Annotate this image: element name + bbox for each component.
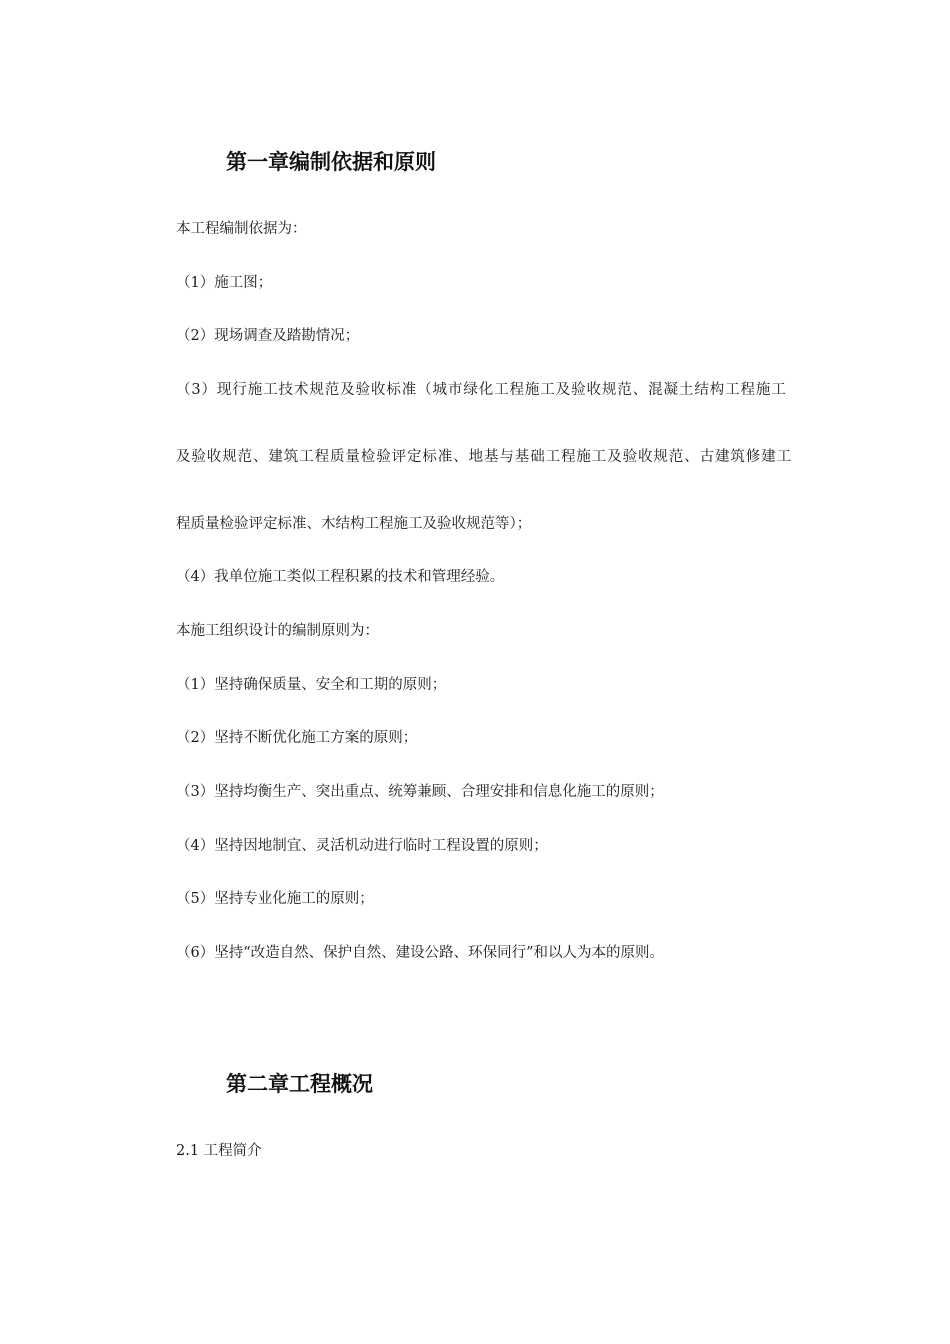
principle-item-5: （5）坚持专业化施工的原则； [176,891,374,907]
principle-item-4: （4）坚持因地制宜、灵活机动进行临时工程设置的原则； [176,838,548,854]
chapter-2-title: 第二章工程概况 [226,1072,373,1096]
basis-item-2: （2）现场调查及踏勘情况； [176,328,360,344]
basis-item-3-line-3: 程质量检验评定标准、木结构工程施工及验收规范等）； [176,516,532,532]
chapter-1-title: 第一章编制依据和原则 [226,150,436,174]
basis-item-3-line-2: 及验收规范、建筑工程质量检验评定标准、地基与基础工程施工及验收规范、古建筑修建工 [176,449,792,465]
principle-item-1: （1）坚持确保质量、安全和工期的原则； [176,677,447,693]
principle-item-2: （2）坚持不断优化施工方案的原则； [176,730,418,746]
principles-intro: 本施工组织设计的编制原则为： [176,623,379,639]
basis-intro: 本工程编制依据为： [176,221,307,237]
basis-item-1: （1）施工图； [176,275,273,291]
principle-item-6: （6）坚持“改造自然、保护自然、建设公路、环保同行”和以人为本的原则。 [176,945,665,961]
basis-item-4: （4）我单位施工类似工程积累的技术和管理经验。 [176,569,505,585]
section-2-1-heading: 2.1 工程简介 [176,1143,262,1159]
principle-item-3: （3）坚持均衡生产、突出重点、统筹兼顾、合理安排和信息化施工的原则； [176,784,664,800]
basis-item-3-line-1: （3）现行施工技术规范及验收标准（城市绿化工程施工及验收规范、混凝土结构工程施工 [176,382,787,398]
